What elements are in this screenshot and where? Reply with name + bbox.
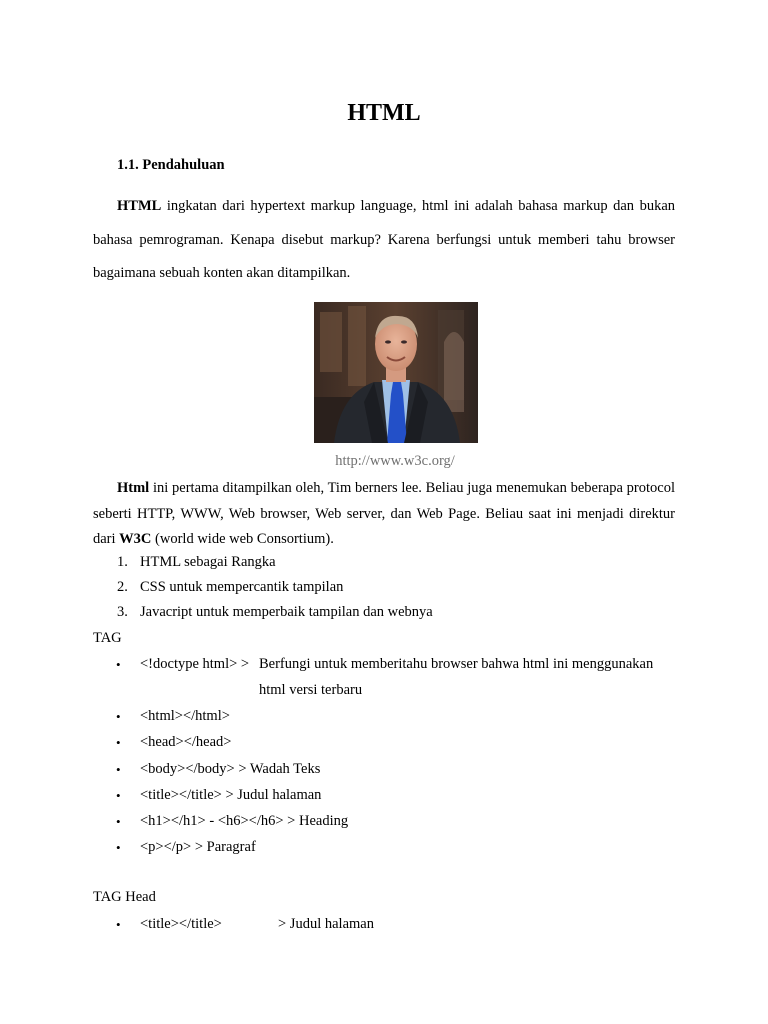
list-number: 3. <box>117 604 128 620</box>
list-number: 2. <box>117 579 128 595</box>
tag-code: <title></title> > Judul halaman <box>140 787 322 803</box>
history-text-b: (world wide web Consortium). <box>151 531 334 547</box>
list-item-text: Javacript untuk memperbaik tampilan dan webnya <box>140 604 433 620</box>
bullet-icon: • <box>116 735 121 750</box>
tag-heading: TAG <box>93 630 122 646</box>
tag-code: <h1></h1> - <h6></h6> > Heading <box>140 813 349 829</box>
section-heading: 1.1. Pendahuluan <box>117 157 225 173</box>
portrait-photo <box>314 302 478 443</box>
bullet-icon: • <box>116 840 121 855</box>
tag-code: <!doctype html> > <box>140 656 250 672</box>
bullet-icon: • <box>116 788 121 803</box>
history-paragraph <box>93 476 675 553</box>
tag-head-heading: TAG Head <box>93 889 156 905</box>
figure-caption: http://www.w3c.org/ <box>335 453 455 469</box>
tag-description: > Judul halaman <box>278 916 374 932</box>
bullet-icon: • <box>116 657 121 672</box>
list-item-text: CSS untuk mempercantik tampilan <box>140 579 344 595</box>
intro-paragraph <box>93 190 675 291</box>
tag-description: Berfungi untuk memberitahu browser bahwa html ini menggunakan <box>259 656 654 672</box>
list-number: 1. <box>117 554 128 570</box>
tag-code: <p></p> > Paragraf <box>140 839 256 855</box>
tag-code: <head></head> <box>140 734 232 750</box>
tag-description-continued: html versi terbaru <box>259 682 363 698</box>
bullet-icon: • <box>116 709 121 724</box>
history-text-a: ini pertama ditampilkan oleh, Tim berners lee. Beliau juga menemukan beberapa protocol seberti HTTP, WWW, Web browser, Web server, dan Web Page. Beliau saat ini menjadi direktur dari <box>93 480 675 547</box>
bullet-icon: • <box>116 917 121 932</box>
bullet-icon: • <box>116 762 121 777</box>
bullet-icon: • <box>116 814 121 829</box>
intro-text: ingkatan dari hypertext markup language, html ini adalah bahasa markup dan bukan bahasa pemrograman. Kenapa disebut markup? Karena berfungsi untuk memberi tahu browser bagaimana sebuah konten akan ditampilkan. <box>93 198 675 281</box>
tag-code: <body></body> > Wadah Teks <box>140 761 321 777</box>
tag-code: <html></html> <box>140 708 230 724</box>
page-title: HTML <box>347 100 421 126</box>
list-item-text: HTML sebagai Rangka <box>140 554 276 570</box>
intro-bold-term: HTML <box>117 198 162 214</box>
history-bold-term: Html <box>117 480 150 496</box>
tag-code: <title></title> <box>140 916 222 932</box>
history-bold-org: W3C <box>119 531 152 547</box>
